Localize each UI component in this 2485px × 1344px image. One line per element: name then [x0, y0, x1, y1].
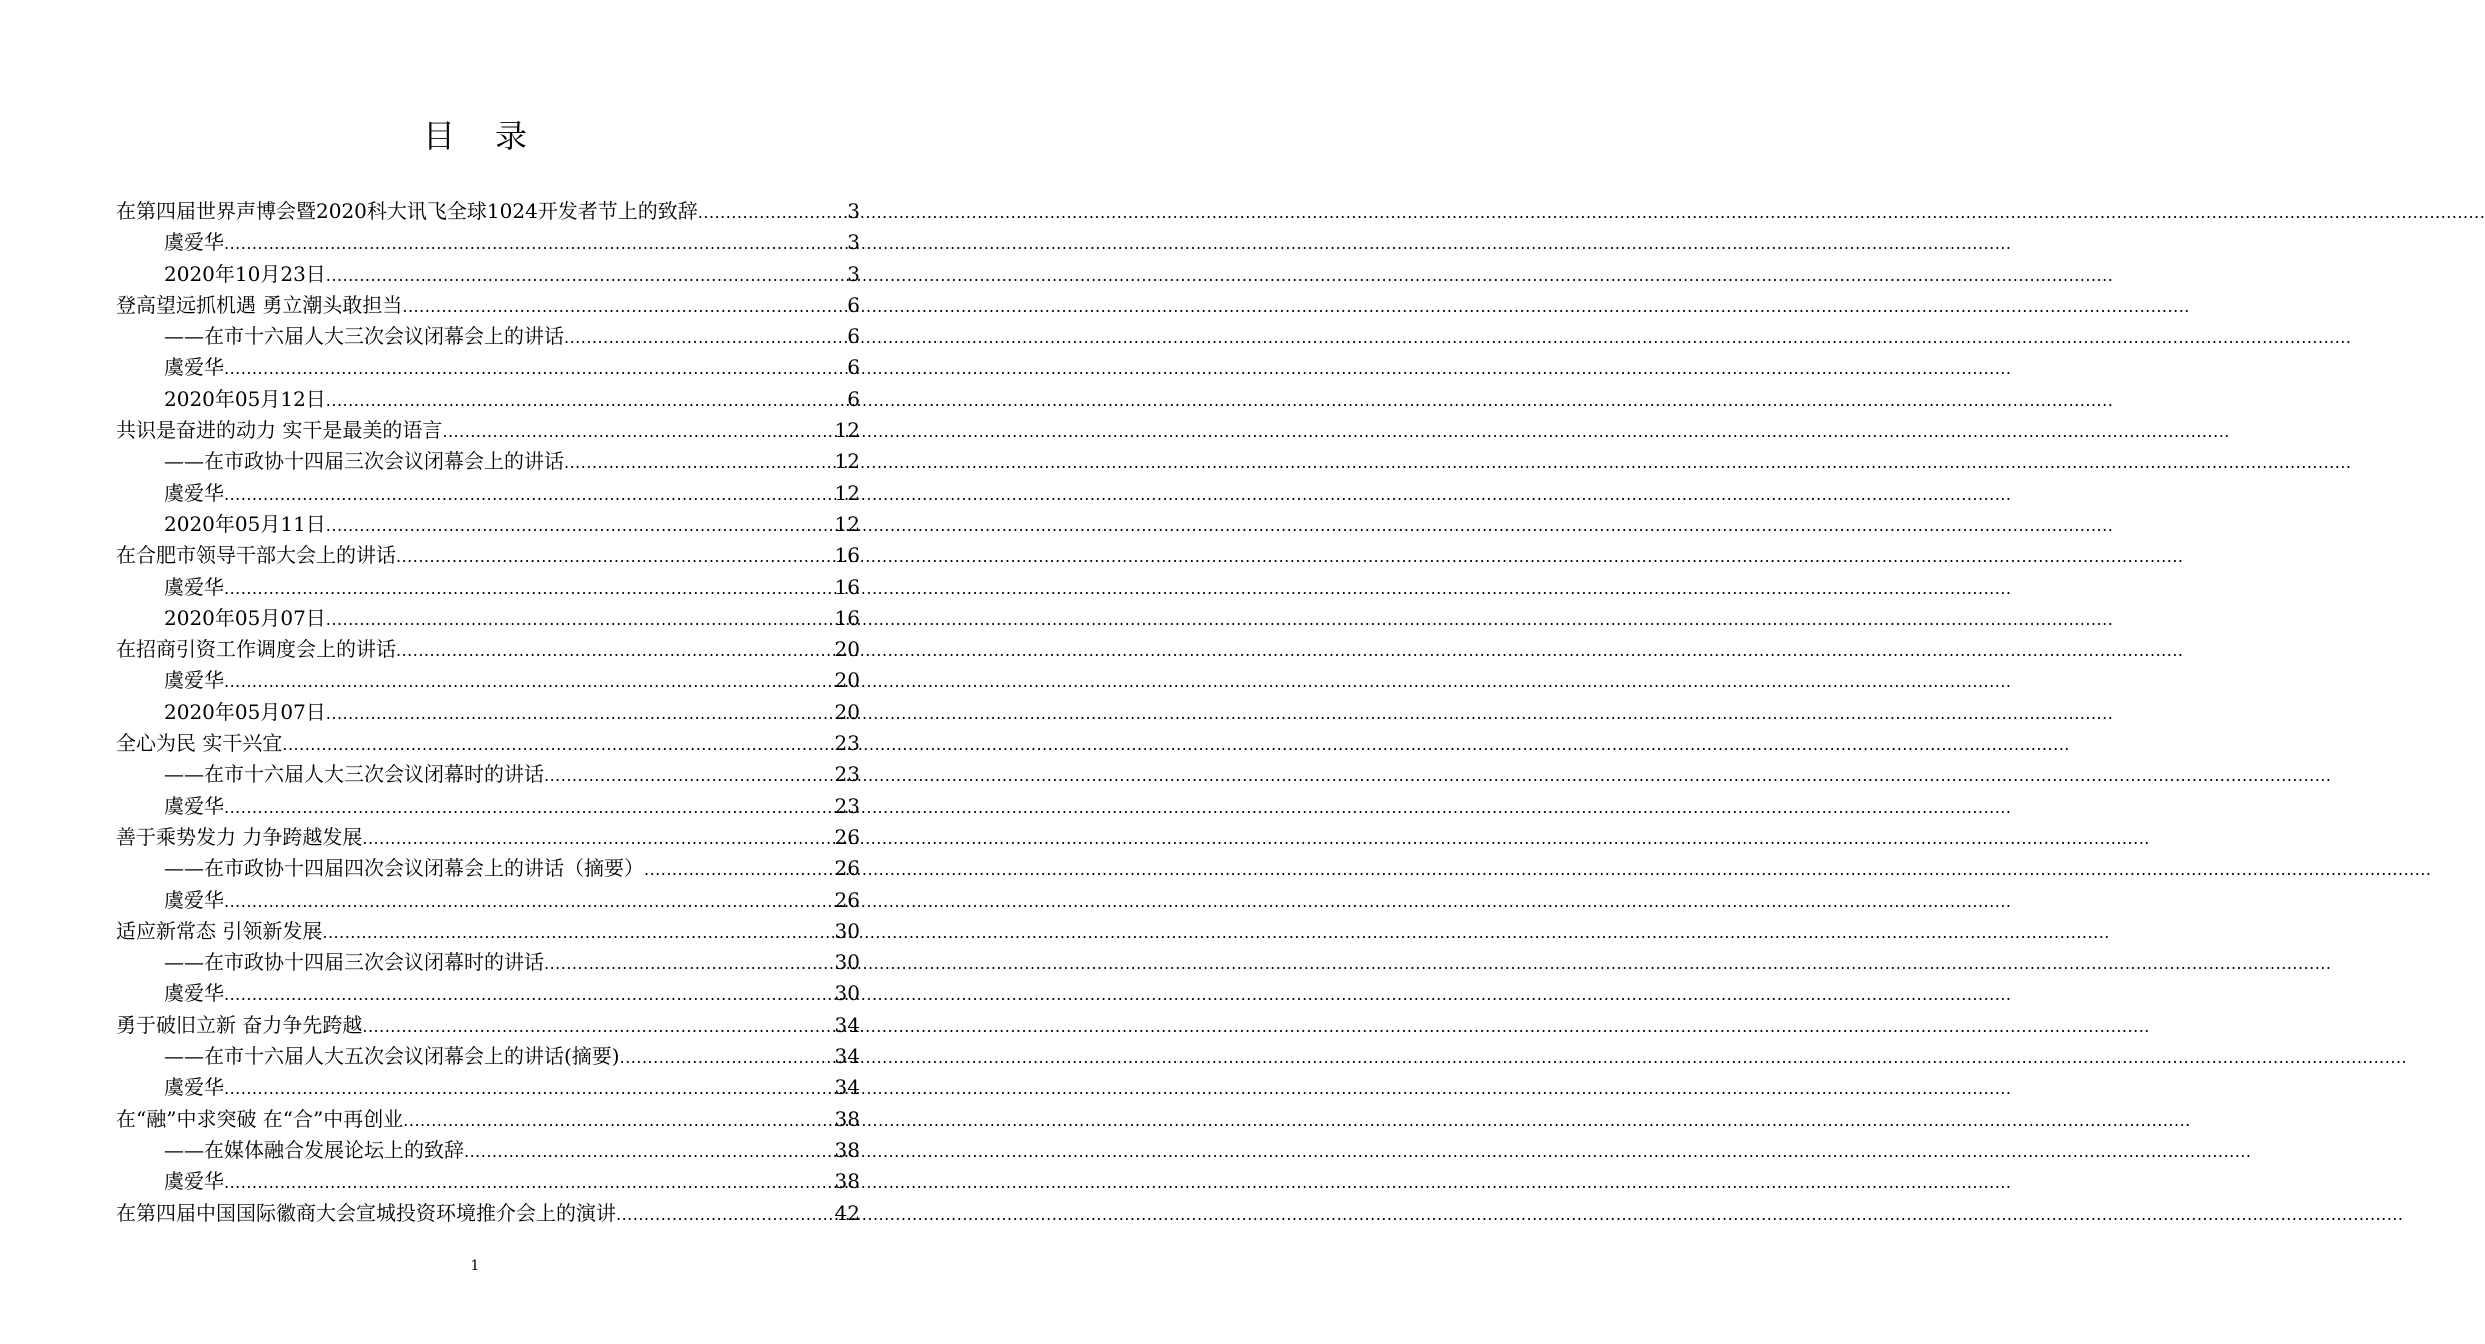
dot-leader — [442, 415, 834, 447]
toc-entry-page: 23 — [834, 762, 860, 787]
toc-entry-page: 3 — [847, 230, 860, 255]
toc-subentry[interactable] — [116, 603, 860, 634]
toc-entry-title: 登高望远抓机遇 勇立潮头敢担当 — [116, 292, 403, 317]
toc-entry-page: 26 — [834, 824, 860, 849]
toc-entry[interactable] — [116, 415, 860, 446]
toc-entry-title: ——在市十六届人大三次会议闭幕会上的讲话 — [164, 324, 564, 349]
toc-entry-page: 42 — [834, 1200, 860, 1225]
toc-entry-title: ——在市十六届人大五次会议闭幕会上的讲话(摘要) — [164, 1044, 620, 1069]
toc-entry-title: 虞爱华 — [164, 480, 224, 505]
dot-leader — [464, 1135, 835, 1167]
toc-entry[interactable] — [116, 728, 860, 759]
toc-entry-page: 16 — [834, 543, 860, 568]
dot-leader — [698, 196, 847, 228]
toc-entry-page: 23 — [834, 731, 860, 756]
toc-entry-title: 虞爱华 — [164, 793, 224, 818]
toc-subentry[interactable] — [116, 446, 860, 477]
toc-entry-title: 2020年10月23日 — [164, 261, 326, 286]
dot-leader — [224, 227, 847, 259]
toc-entry-page: 34 — [834, 1012, 860, 1037]
toc-subentry[interactable] — [116, 853, 860, 884]
toc-entry-page: 30 — [834, 981, 860, 1006]
dot-leader — [564, 446, 835, 478]
dot-leader — [616, 1198, 835, 1230]
toc-subentry[interactable] — [116, 885, 860, 916]
toc-entry-page: 26 — [834, 856, 860, 881]
toc-subentry[interactable] — [116, 352, 860, 383]
dot-leader — [564, 321, 847, 353]
toc-subentry[interactable] — [116, 321, 860, 352]
toc-subentry[interactable] — [116, 947, 860, 978]
toc-subentry[interactable] — [116, 259, 860, 290]
toc-entry[interactable] — [116, 822, 860, 853]
toc-entry-title: ——在市政协十四届四次会议闭幕会上的讲话（摘要） — [164, 856, 644, 881]
toc-subentry[interactable] — [116, 1072, 860, 1103]
toc-entry-title: 虞爱华 — [164, 668, 224, 693]
toc-entry[interactable] — [116, 540, 860, 571]
toc-entry-page: 3 — [847, 199, 860, 223]
toc-subentry[interactable] — [116, 697, 860, 728]
toc-entry-title: 善于乘势发力 力争跨越发展 — [116, 824, 363, 849]
toc-entry-title: 在“融”中求突破 在“合”中再创业 — [116, 1106, 404, 1131]
toc-entry[interactable] — [116, 1198, 860, 1229]
dot-leader — [224, 885, 835, 917]
toc-entry-title: 虞爱华 — [164, 1075, 224, 1100]
dot-leader — [362, 822, 834, 854]
dot-leader — [620, 1041, 835, 1073]
toc-entry-page: 38 — [834, 1169, 860, 1194]
table-of-contents — [116, 196, 860, 1229]
toc-subentry[interactable] — [116, 791, 860, 822]
toc-entry-page: 6 — [847, 324, 860, 349]
toc-entry-title: ——在市政协十四届三次会议闭幕时的讲话 — [164, 950, 544, 975]
toc-subentry[interactable] — [116, 509, 860, 540]
toc-entry-page: 12 — [834, 480, 860, 505]
toc-entry-title: 虞爱华 — [164, 1169, 224, 1194]
toc-entry-page: 12 — [834, 511, 860, 536]
toc-entry-page: 20 — [834, 668, 860, 693]
toc-entry-title: 2020年05月12日 — [164, 386, 326, 411]
toc-entry-page: 3 — [847, 261, 860, 286]
toc-entry-title: ——在市政协十四届三次会议闭幕会上的讲话 — [164, 449, 564, 474]
toc-entry-page: 26 — [834, 887, 860, 912]
toc-entry-page: 20 — [834, 699, 860, 724]
toc-entry-page: 6 — [847, 355, 860, 380]
toc-entry-title: 全心为民 实干兴宜 — [116, 731, 283, 756]
toc-entry-title: 虞爱华 — [164, 574, 224, 599]
dot-leader — [644, 853, 835, 885]
toc-subentry[interactable] — [116, 1166, 860, 1197]
toc-entry-page: 16 — [834, 574, 860, 599]
toc-entry[interactable] — [116, 1104, 860, 1135]
toc-entry-title: 虞爱华 — [164, 355, 224, 380]
toc-entry[interactable] — [116, 290, 860, 321]
toc-entry[interactable] — [116, 1010, 860, 1041]
toc-entry-page: 6 — [847, 386, 860, 411]
toc-entry-title: 在合肥市领导干部大会上的讲话 — [116, 543, 396, 568]
toc-subentry[interactable] — [116, 227, 860, 258]
toc-entry-title: 在招商引资工作调度会上的讲话 — [116, 637, 396, 662]
page-number: 1 — [470, 1258, 480, 1274]
toc-entry-page: 34 — [834, 1044, 860, 1069]
dot-leader — [326, 259, 847, 291]
toc-entry-page: 38 — [834, 1137, 860, 1162]
dot-leader — [362, 1010, 834, 1042]
page-title: 目录 — [422, 117, 567, 155]
toc-entry-title: 2020年05月11日 — [164, 511, 326, 536]
toc-entry-page: 6 — [847, 292, 860, 317]
dot-leader — [403, 1104, 834, 1136]
toc-entry-title: 共识是奋进的动力 实干是最美的语言 — [116, 418, 443, 443]
dot-leader — [396, 634, 835, 666]
toc-entry-page: 12 — [834, 449, 860, 474]
dot-leader — [544, 759, 835, 791]
toc-entry-page: 34 — [834, 1075, 860, 1100]
dot-leader — [282, 728, 834, 760]
dot-leader — [326, 603, 835, 635]
dot-leader — [402, 290, 847, 322]
toc-entry-page: 30 — [834, 950, 860, 975]
toc-entry[interactable] — [116, 916, 860, 947]
dot-leader — [322, 916, 834, 948]
toc-entry[interactable] — [116, 196, 860, 227]
dot-leader — [224, 478, 835, 510]
toc-entry-page: 12 — [834, 418, 860, 443]
dot-leader — [224, 572, 835, 604]
toc-subentry[interactable] — [116, 665, 860, 696]
toc-entry-title: ——在媒体融合发展论坛上的致辞 — [164, 1137, 464, 1162]
toc-subentry[interactable] — [116, 478, 860, 509]
dot-leader — [396, 540, 835, 572]
toc-entry-page: 20 — [834, 637, 860, 662]
toc-entry-page: 38 — [834, 1106, 860, 1131]
toc-entry-title: 在第四届世界声博会暨2020科大讯飞全球1024开发者节上的致辞 — [116, 199, 698, 223]
toc-subentry[interactable] — [116, 1135, 860, 1166]
dot-leader — [326, 384, 847, 416]
dot-leader — [544, 947, 835, 979]
toc-subentry[interactable] — [116, 759, 860, 790]
toc-subentry[interactable] — [116, 384, 860, 415]
toc-entry-title: 2020年05月07日 — [164, 605, 326, 630]
toc-entry-title: 适应新常态 引领新发展 — [116, 918, 323, 943]
toc-entry-page: 30 — [834, 918, 860, 943]
dot-leader — [326, 509, 835, 541]
toc-subentry[interactable] — [116, 978, 860, 1009]
toc-entry-title: 在第四届中国国际徽商大会宣城投资环境推介会上的演讲 — [116, 1200, 616, 1225]
dot-leader — [224, 1072, 835, 1104]
toc-subentry[interactable] — [116, 572, 860, 603]
toc-entry-page: 16 — [834, 605, 860, 630]
dot-leader — [224, 978, 835, 1010]
toc-entry-page: 23 — [834, 793, 860, 818]
toc-subentry[interactable] — [116, 1041, 860, 1072]
toc-entry-title: ——在市十六届人大三次会议闭幕时的讲话 — [164, 762, 544, 787]
dot-leader — [224, 665, 835, 697]
dot-leader — [326, 697, 835, 729]
dot-leader — [224, 1166, 835, 1198]
toc-entry-title: 虞爱华 — [164, 981, 224, 1006]
toc-entry-title: 2020年05月07日 — [164, 699, 326, 724]
toc-entry[interactable] — [116, 634, 860, 665]
toc-entry-title: 虞爱华 — [164, 887, 224, 912]
toc-entry-title: 勇于破旧立新 奋力争先跨越 — [116, 1012, 363, 1037]
toc-entry-title: 虞爱华 — [164, 230, 224, 255]
dot-leader — [224, 791, 835, 823]
dot-leader — [224, 352, 847, 384]
